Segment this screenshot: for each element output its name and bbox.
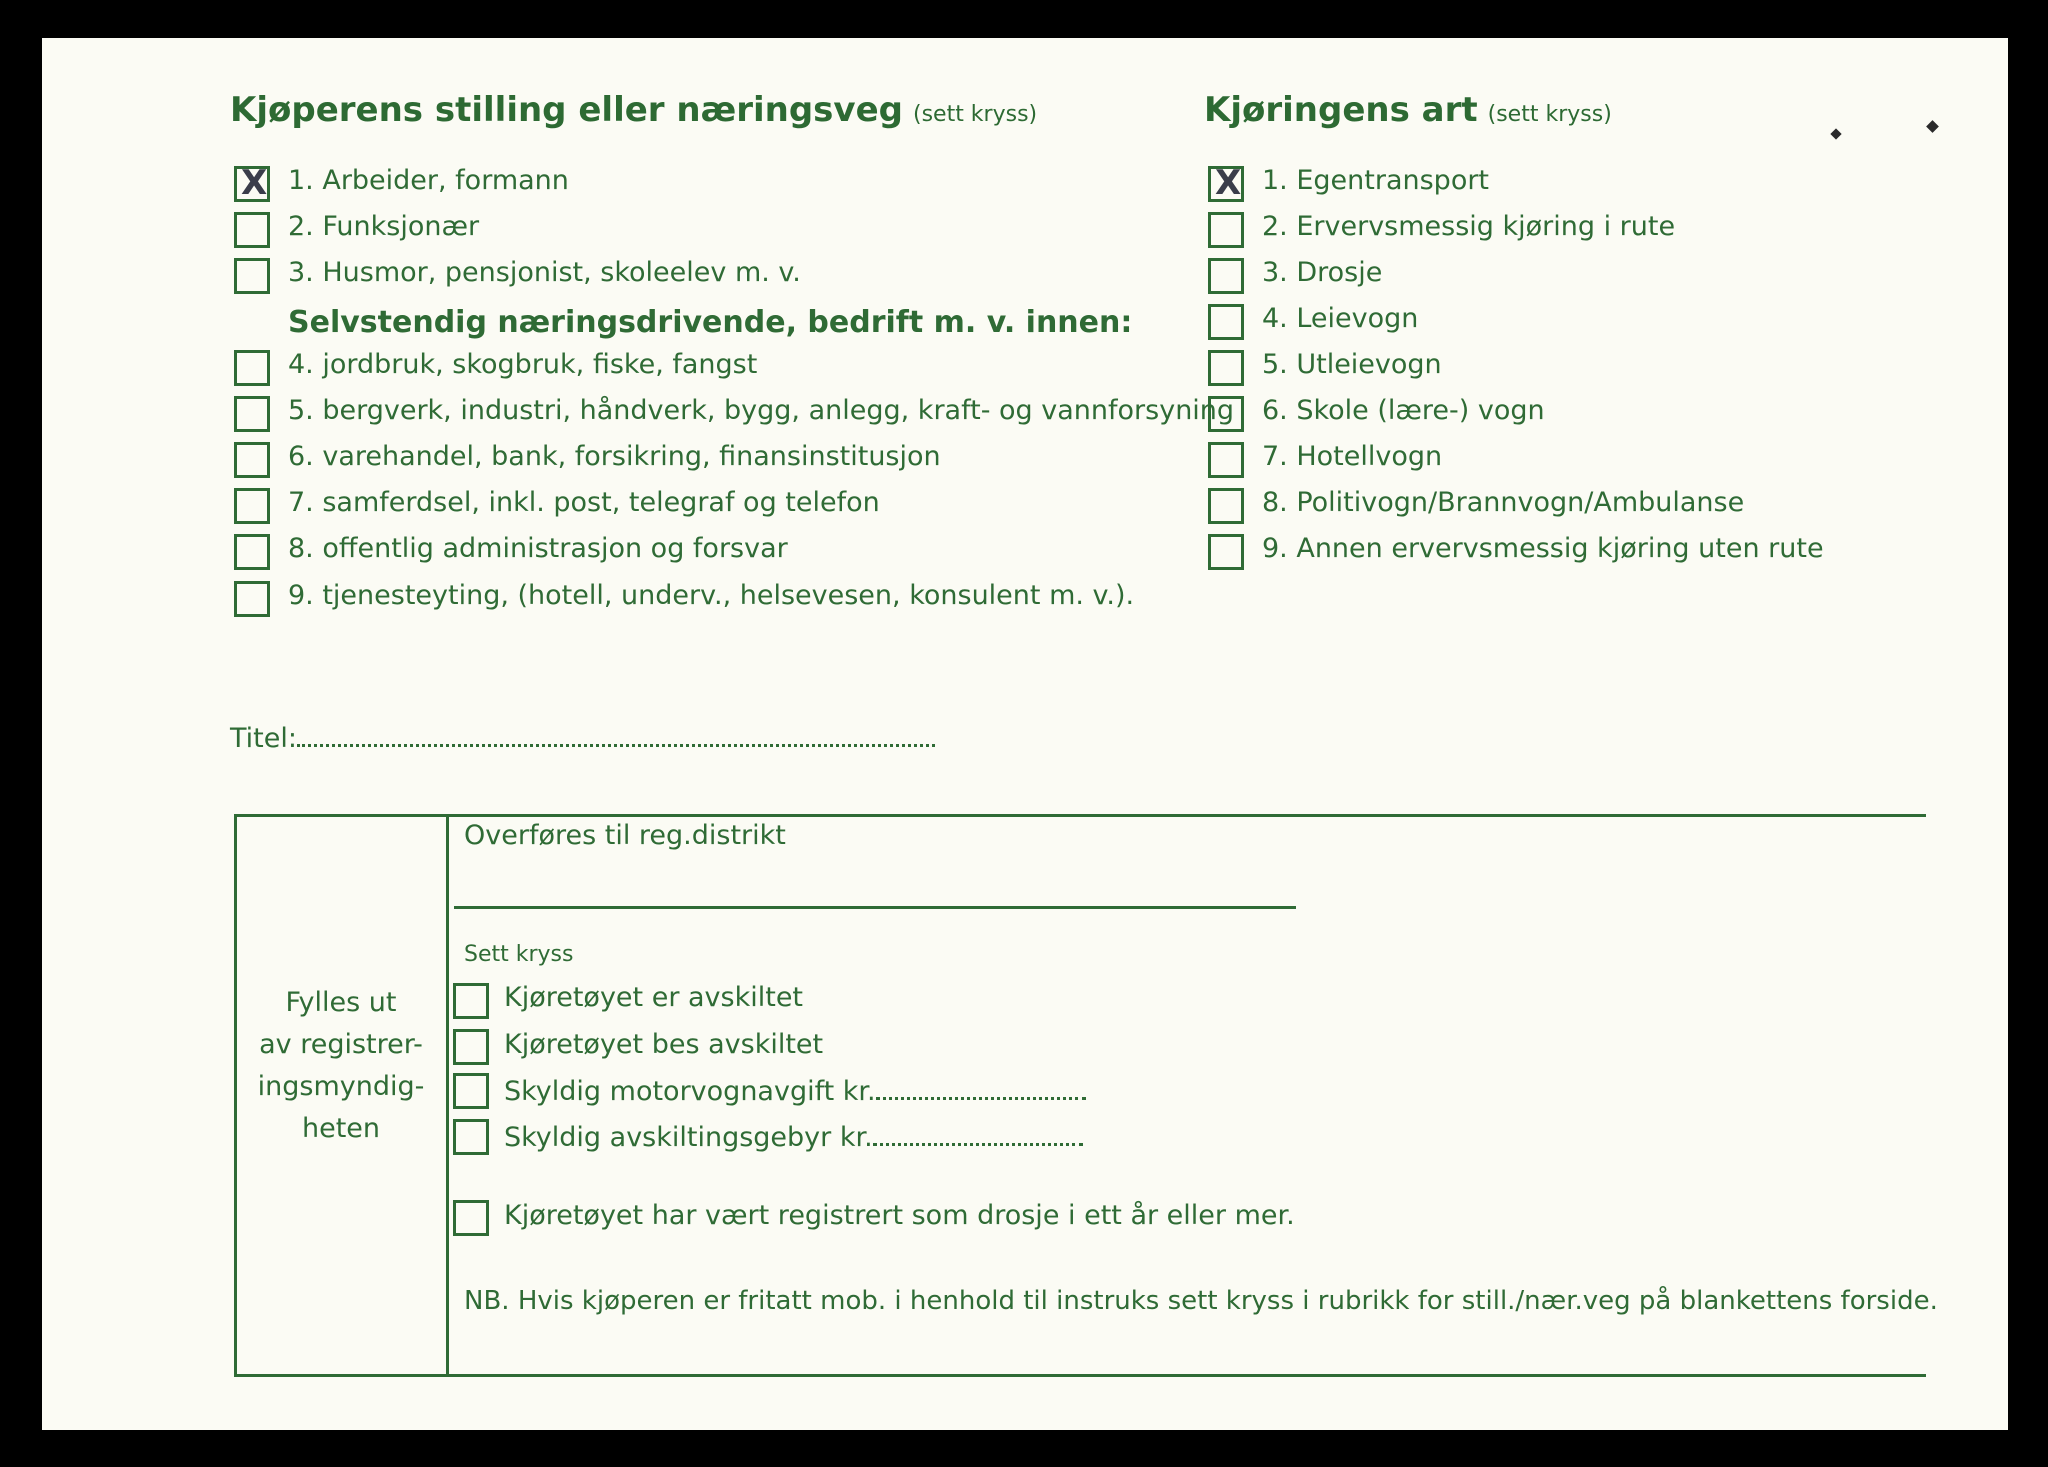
- avskiltingsgebyr-field[interactable]: [504, 1119, 1083, 1153]
- driving-type-checkbox-2[interactable]: [1208, 212, 1244, 248]
- cross-mark: X: [241, 163, 268, 203]
- occupation-item-label-3: 3. Husmor, pensjonist, skoleelev m. v.: [288, 257, 801, 288]
- side-label-line: ingsmyndig-: [257, 1071, 425, 1102]
- occupation-checkbox-7[interactable]: [234, 488, 270, 524]
- occupation-checkbox-4[interactable]: [234, 350, 270, 386]
- occupation-item-label-8: 8. offentlig administrasjon og forsvar: [288, 533, 788, 564]
- right-heading-text: Kjøringens art: [1204, 90, 1478, 130]
- occupation-item-label-7: 7. samferdsel, inkl. post, telegraf og telefon: [288, 487, 880, 518]
- transfer-label: Overføres til reg.distrikt: [464, 820, 786, 851]
- box-bottom-border: [234, 1374, 1926, 1377]
- driving-type-checkbox-8[interactable]: [1208, 488, 1244, 524]
- driving-type-item-label-4: 4. Leievogn: [1262, 303, 1419, 334]
- occupation-checkbox-1[interactable]: [234, 163, 270, 203]
- avskiltingsgebyr-label: Skyldig avskiltingsgebyr kr.: [504, 1122, 873, 1153]
- occupation-item-label-6: 6. varehandel, bank, forsikring, finansinstitusjon: [288, 441, 941, 472]
- left-subheading: Selvstendig næringsdrivende, bedrift m. v. innen:: [288, 305, 1133, 340]
- avskiltet-label: Kjøretøyet er avskiltet: [504, 982, 804, 1013]
- side-label-line: heten: [301, 1113, 381, 1144]
- left-heading-note: (sett kryss): [912, 102, 1038, 127]
- driving-type-item-label-1: 1. Egentransport: [1262, 165, 1490, 196]
- side-label-line: Fylles ut: [285, 987, 397, 1018]
- driving-type-item-label-9: 9. Annen ervervsmessig kjøring uten rute: [1262, 533, 1824, 564]
- cross-mark: X: [1215, 163, 1242, 203]
- driving-type-checkbox-4[interactable]: [1208, 304, 1244, 340]
- driving-type-checkbox-1[interactable]: [1208, 163, 1244, 203]
- box-top-border: [234, 814, 1926, 817]
- driving-type-checkbox-7[interactable]: [1208, 442, 1244, 478]
- right-heading-note: (sett kryss): [1487, 102, 1612, 127]
- avskiltingsgebyr-checkbox[interactable]: [453, 1119, 489, 1155]
- motorvognavgift-checkbox[interactable]: [453, 1073, 489, 1109]
- occupation-checkbox-6[interactable]: [234, 442, 270, 478]
- occupation-checkbox-8[interactable]: [234, 534, 270, 570]
- occupation-item-label-5: 5. bergverk, industri, håndverk, bygg, anlegg, kraft- og vannforsyning: [288, 395, 1235, 426]
- occupation-item-label-9: 9. tjenesteyting, (hotell, underv., helsevesen, konsulent m. v.).: [288, 580, 1135, 611]
- bes-avskiltet-label: Kjøretøyet bes avskiltet: [504, 1029, 824, 1060]
- occupation-checkbox-3[interactable]: [234, 258, 270, 294]
- driving-type-item-label-7: 7. Hotellvogn: [1262, 441, 1443, 472]
- left-heading-text: Kjøperens stilling eller næringsveg: [230, 90, 903, 130]
- driving-type-item-label-3: 3. Drosje: [1262, 257, 1383, 288]
- left-heading: [230, 90, 1037, 130]
- occupation-checkbox-5[interactable]: [234, 396, 270, 432]
- nb-note: NB. Hvis kjøperen er fritatt mob. i henhold til instruks sett kryss i rubrikk for still./nær.veg på blankettens forside.: [464, 1286, 1938, 1316]
- drosje-checkbox[interactable]: [453, 1200, 489, 1236]
- driving-type-checkbox-9[interactable]: [1208, 534, 1244, 570]
- motorvognavgift-label: Skyldig motorvognavgift kr.: [504, 1076, 876, 1107]
- right-heading: [1204, 90, 1612, 130]
- titel-label: Titel:: [230, 723, 297, 754]
- occupation-item-label-1: 1. Arbeider, formann: [288, 165, 569, 196]
- occupation-checkbox-2[interactable]: [234, 212, 270, 248]
- titel-field[interactable]: [230, 720, 935, 754]
- driving-type-item-label-6: 6. Skole (lære-) vogn: [1262, 395, 1545, 426]
- occupation-item-label-4: 4. jordbruk, skogbruk, fiske, fangst: [288, 349, 758, 380]
- transfer-line: [454, 906, 1296, 909]
- drosje-label: Kjøretøyet har vært registrert som drosje i ett år eller mer.: [504, 1200, 1295, 1231]
- box-divider: [446, 814, 449, 1377]
- avskiltet-checkbox[interactable]: [453, 983, 489, 1019]
- motorvognavgift-field[interactable]: [504, 1073, 1086, 1107]
- occupation-checkbox-9[interactable]: [234, 581, 270, 617]
- driving-type-item-label-5: 5. Utleievogn: [1262, 349, 1442, 380]
- driving-type-checkbox-6[interactable]: [1208, 396, 1244, 432]
- motorvognavgift-dotted-line: [876, 1073, 1086, 1100]
- avskiltingsgebyr-dotted-line: [873, 1119, 1083, 1146]
- driving-type-checkbox-3[interactable]: [1208, 258, 1244, 294]
- side-label: [236, 982, 446, 1150]
- titel-dotted-line: [297, 720, 935, 747]
- bes-avskiltet-checkbox[interactable]: [453, 1029, 489, 1065]
- sett-kryss-label: Sett kryss: [464, 942, 574, 967]
- driving-type-item-label-2: 2. Ervervsmessig kjøring i rute: [1262, 211, 1676, 242]
- side-label-line: av registrer-: [259, 1029, 423, 1060]
- driving-type-checkbox-5[interactable]: [1208, 350, 1244, 386]
- occupation-item-label-2: 2. Funksjonær: [288, 211, 480, 242]
- driving-type-item-label-8: 8. Politivogn/Brannvogn/Ambulanse: [1262, 487, 1745, 518]
